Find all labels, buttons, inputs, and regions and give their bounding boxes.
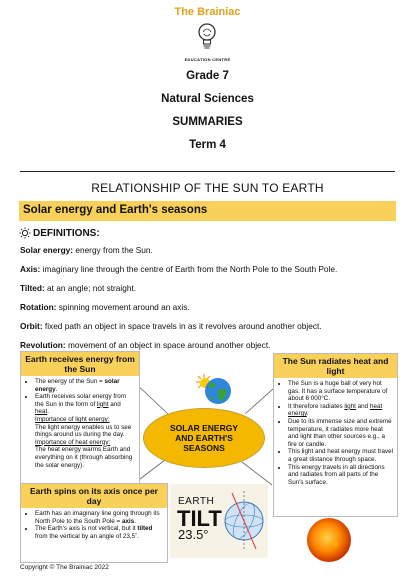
importance-heat-label: Importance of heat energy: xyxy=(35,438,111,446)
box-earth-receives-energy xyxy=(20,351,140,484)
definitions-heading: DEFINITIONS: xyxy=(33,227,100,239)
definition-rotation: Rotation: spinning movement around an axis. xyxy=(20,302,190,312)
importance-light-text: The light energy enables us to see things around us during the day. xyxy=(35,423,132,439)
list-item: • This energy travels in all directions and radiates from all parts of the Sun's surface. xyxy=(288,464,393,487)
definition-axis: Axis: imaginary line through the centre of Earth from the North Pole to the South Pole. xyxy=(20,264,338,274)
copyright: Copyright © The Brainiac 2022 xyxy=(20,564,109,571)
list-item: • Earth has an imaginary line going through its North Pole to the South Pole = axis. xyxy=(35,510,163,525)
term: Term 4 xyxy=(189,139,226,151)
tilt-label-tilt: TILT xyxy=(177,506,222,531)
list-item: • The energy of the Sun = solar energy. xyxy=(35,378,135,393)
definition-tilted: Tilted: at an angle; not straight. xyxy=(20,283,137,293)
tilt-label-earth: EARTH xyxy=(178,496,215,507)
brand-name: The Brainiac xyxy=(174,6,241,18)
box-sun-radiates xyxy=(273,353,398,517)
subject: Natural Sciences xyxy=(161,93,254,105)
definition-solar-energy: Solar energy: energy from the Sun. xyxy=(20,245,153,255)
page-title: RELATIONSHIP OF THE SUN TO EARTH xyxy=(91,181,324,195)
definition-revolution: Revolution: movement of an object in space around another object. xyxy=(20,340,271,350)
section-title: Solar energy and Earth's seasons xyxy=(23,204,208,216)
tilt-label-degrees: 23.5° xyxy=(178,527,209,542)
importance-light-label: Importance of light energy: xyxy=(35,415,110,423)
earth-icon xyxy=(194,372,234,406)
brand-subtitle: EDUCATION CENTRE xyxy=(184,57,231,62)
importance-heat-text: The heat energy warms Earth and everything on it (through absorbing the solar energy). xyxy=(35,446,133,469)
doc-type: SUMMARIES xyxy=(172,116,243,128)
list-item: • This light and heat energy must travel a great distance through space. xyxy=(288,448,393,463)
box-title: The Sun radiates heat and light xyxy=(274,354,397,378)
box-earth-spins xyxy=(20,483,168,563)
definition-orbit: Orbit: fixed path an object in space travels in as it revolves around another object. xyxy=(20,321,322,331)
box-title: Earth receives energy from the Sun xyxy=(21,352,139,376)
list-item: • Earth receives solar energy from the Sun in the form of light and heat. xyxy=(35,393,135,416)
list-item: • The Sun is a huge ball of very hot gas. It has a surface temperature of about 6 000°C. xyxy=(288,380,393,403)
box-title: Earth spins on its axis once per day xyxy=(21,484,167,508)
list-item: • The Earth's axis is not vertical, but it tilted from the vertical by an angle of 23,5˚. xyxy=(35,525,163,540)
grade: Grade 7 xyxy=(186,70,229,82)
sun-photo xyxy=(305,516,353,564)
list-item: • It therefore radiates light and heat energy. xyxy=(288,403,393,418)
central-topic: SOLAR ENERGY AND EARTH'S SEASONS xyxy=(143,408,265,468)
list-item: • Due to its immense size and extreme temperature, it radiates more heat and light than other sources e.g., a fire or candle. xyxy=(288,418,393,448)
tilted-earth-icon xyxy=(222,487,266,555)
